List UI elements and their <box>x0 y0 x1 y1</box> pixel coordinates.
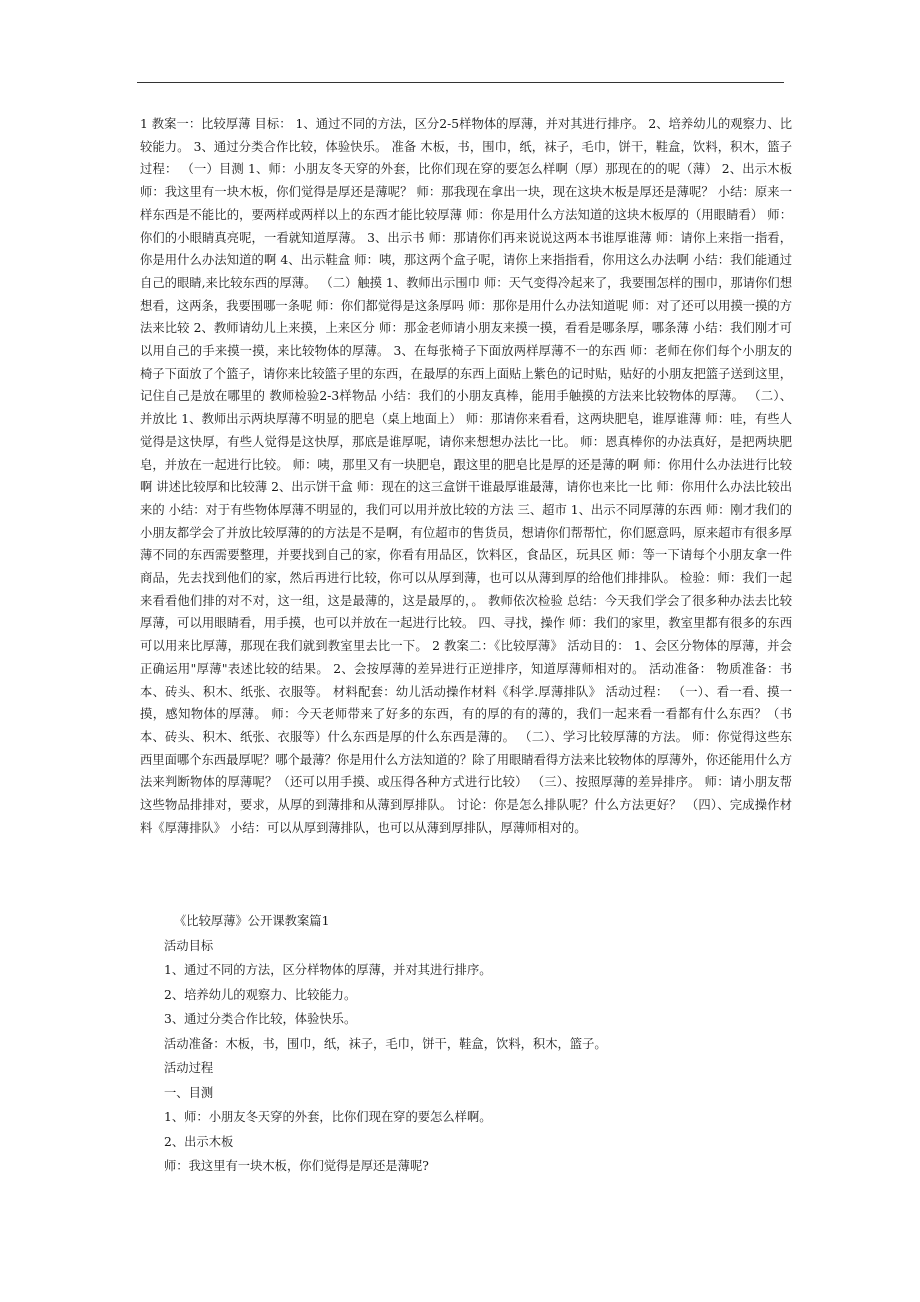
section-line: 2、出示木板 <box>164 1134 234 1149</box>
section-line: 1、通过不同的方法，区分样物体的厚薄，并对其进行排序。 <box>164 963 492 977</box>
section-line: 一、目测 <box>164 1085 214 1100</box>
section-line: 3、通过分类合作比较，体验快乐。 <box>164 1012 357 1026</box>
section-title: 《比较厚薄》公开课教案篇1 <box>174 914 330 928</box>
section-line: 活动准备：木板，书，围巾，纸，袜子，毛巾，饼干，鞋盒，饮料，积木，篮子。 <box>164 1036 607 1051</box>
lesson-section <box>164 909 784 1179</box>
section-line: 1、师：小朋友冬天穿的外套，比你们现在穿的要怎么样啊。 <box>164 1110 492 1124</box>
section-line: 活动过程 <box>164 1061 214 1075</box>
section-line: 活动目标 <box>164 938 214 953</box>
section-line: 2、培养幼儿的观察力、比较能力。 <box>164 987 357 1002</box>
main-paragraph: 1 教案一：比较厚薄 目标： 1、通过不同的方法，区分2-5样物体的厚薄，并对其进行排序。 2、培养幼儿的观察力、比较能力。 3、通过分类合作比较，体验快乐。 准备 木板，书，围巾，纸，袜子，毛巾，饼干，鞋盒，饮料，积木，篮子 过程： （一）目测 1、师：小朋友冬天穿的外套，比你们现在穿的要怎么样啊（厚）那现在的的呢（薄） 2、出示木板 师：我这里有一块木板，你们觉得是厚还是薄呢？ 师：那我现在拿出一块，现在这块木板是厚还是薄呢？ 小结：原来一样东西是不能比的，要两样或两样以上的东西才能比较厚薄 师：你是用什么方法知道的这块木板厚的（用眼睛看） 师：你们的小眼睛真亮呢，一看就知道厚薄。 3、出示书 师：那请你们再来说说这两本书谁厚谁薄 师：请你上来指一指看，你是用什么办法知道的啊 4、出示鞋盒 师：咦，那这两个盒子呢，请你上来指指看，你用这么办法啊 小结：我们能通过自己的眼睛,来比较东西的厚薄。 （二）触摸 1、教师出示围巾 师：天气变得冷起来了，我要围怎样的围巾，那请你们想想看，这两条，我要围哪一条呢 师：你们都觉得是这条厚吗 师：那你是用什么办法知道呢 师：对了还可以用摸一摸的方法来比较 2、教师请幼儿上来摸，上来区分 师：那金老师请小朋友来摸一摸，看看是哪条厚，哪条薄 小结：我们刚才可以用自己的手来摸一摸，来比较物体的厚薄。 3、在每张椅子下面放两样厚薄不一的东西 师：老师在你们每个小朋友的椅子下面放了个篮子，请你来比较篮子里的东西，在最厚的东西上面贴上紫色的记时贴，贴好的小朋友把篮子送到这里，记住自己是放在哪里的 教师检验2-3样物品 小结：我们的小朋友真棒，能用手触摸的方法来比较物体的厚薄。 （二）、并放比 1、教师出示两块厚薄不明显的肥皂（桌上地面上） 师：那请你来看看，这两块肥皂，谁厚谁薄 师：哇，有些人觉得是这快厚，有些人觉得是这快厚，那底是谁厚呢，请你来想想办法比一比。 师：恩真棒你的办法真好，是把两块肥皂，并放在一起进行比较。 师：咦，那里又有一块肥皂，跟这里的肥皂比是厚的还是薄的啊 师：你用什么办法进行比较啊 讲述比较厚和比较薄 2、出示饼干盒 师：现在的这三盒饼干谁最厚谁最薄，请你也来比一比 师：你用什么办法比较出来的 小结：对于有些物体厚薄不明显的，我们可以用并放比较的方法 三、超市 1、出示不同厚薄的东西 师：刚才我们的小朋友都学会了并放比较厚薄的的方法是不是啊，有位超市的售货员，想请你们帮帮忙，你们愿意吗，原来超市有很多厚薄不同的东西需要整理，并要找到自己的家，你看有用品区，饮料区，食品区，玩具区 师：等一下请每个小朋友拿一件商品，先去找到他们的家，然后再进行比较，你可以从厚到薄，也可以从薄到厚的给他们排排队。 检验：师：我们一起来看看他们排的对不对，这一组，这是最薄的，这是最厚的，。 教师依次检验 总结：今天我们学会了很多种办法去比较厚薄，可以用眼睛看，用手摸，也可以并放在一起进行比较。 四、寻找，操作 师：我们的家里，教室里都有很多的东西可以用来比厚薄，那现在我们就到教室里去比一下。 2 教案二：《比较厚薄》 活动目的： 1、会区分物体的厚薄，并会正确运用"厚薄"表述比较的结果。 2、会按厚薄的差异进行正逆排序，知道厚薄师相对的。 活动准备： 物质准备：书本、砖头、积木、纸张、衣服等。 材料配套：幼儿活动操作材料《科学.厚薄排队》 活动过程： （一）、看一看、摸一摸，感知物体的厚薄。 师：今天老师带来了好多的东西，有的厚的有的薄的，我们一起来看一看都有什么东西？（书本、砖头、积木、纸张、衣服等）什么东西是厚的什么东西是薄的。 （二）、学习比较厚薄的方法。 师：你觉得这些东西里面哪个东西最厚呢？哪个最薄？你是用什么方法知道的？除了用眼睛看得方法来比较物体的厚薄外，你还能用什么方法来判断物体的厚薄呢？（还可以用手摸、或压得各种方式进行比较） （三）、按照厚薄的差异排序。 师：请小朋友帮这些物品排排对，要求，从厚的到薄排和从薄到厚排队。 讨论：你是怎么排队呢？什么方法更好？ （四）、完成操作材料《厚薄排队》 小结：可以从厚到薄排队，也可以从薄到厚排队，厚薄师相对的。 <box>140 117 792 835</box>
section-line: 师：我这里有一块木板，你们觉得是厚还是薄呢? <box>164 1159 429 1173</box>
header-rule <box>137 82 784 83</box>
